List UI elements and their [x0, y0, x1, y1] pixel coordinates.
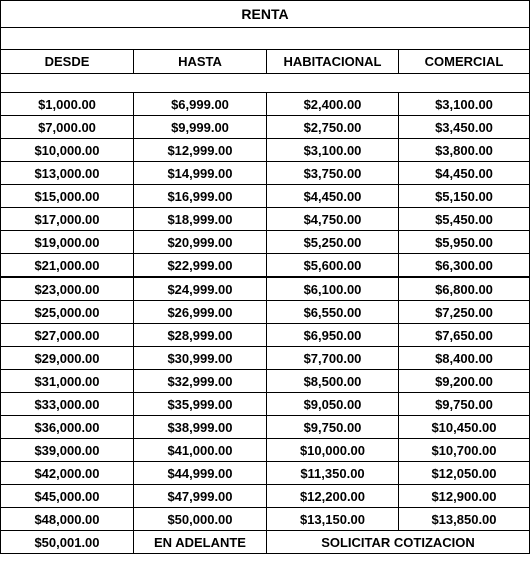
cell-hasta: $26,999.00	[134, 301, 267, 324]
cell-comercial: $6,800.00	[399, 277, 530, 301]
cell-hasta: $35,999.00	[134, 393, 267, 416]
cell-hasta: EN ADELANTE	[134, 531, 267, 554]
cell-hasta: $32,999.00	[134, 370, 267, 393]
table-row	[1, 231, 530, 254]
cell-hasta: $9,999.00	[134, 116, 267, 139]
cell-comercial: $3,800.00	[399, 139, 530, 162]
cell-hasta: $12,999.00	[134, 139, 267, 162]
cell-desde: $10,000.00	[1, 139, 134, 162]
table-row	[1, 162, 530, 185]
cell-habitacional: $6,100.00	[267, 277, 399, 301]
header-row	[1, 50, 530, 74]
table-row	[1, 508, 530, 531]
cell-desde: $15,000.00	[1, 185, 134, 208]
cell-desde: $42,000.00	[1, 462, 134, 485]
table-row	[1, 301, 530, 324]
table-row	[1, 185, 530, 208]
cell-desde: $1,000.00	[1, 93, 134, 116]
cell-habitacional: $3,100.00	[267, 139, 399, 162]
spacer-row	[1, 74, 530, 93]
table-row	[1, 370, 530, 393]
cell-habitacional: $7,700.00	[267, 347, 399, 370]
cell-hasta: $22,999.00	[134, 254, 267, 278]
last-row	[1, 531, 530, 554]
cell-comercial: $8,400.00	[399, 347, 530, 370]
table-row	[1, 393, 530, 416]
cell-habitacional: $13,150.00	[267, 508, 399, 531]
cell-desde: $19,000.00	[1, 231, 134, 254]
cell-comercial: $7,250.00	[399, 301, 530, 324]
cell-comercial: $9,750.00	[399, 393, 530, 416]
cell-hasta: $20,999.00	[134, 231, 267, 254]
table-row	[1, 254, 530, 278]
cell-comercial: $5,150.00	[399, 185, 530, 208]
cell-comercial: $7,650.00	[399, 324, 530, 347]
cell-hasta: $30,999.00	[134, 347, 267, 370]
cell-desde: $31,000.00	[1, 370, 134, 393]
cell-desde: $36,000.00	[1, 416, 134, 439]
spacer-row	[1, 28, 530, 50]
cell-comercial: $10,700.00	[399, 439, 530, 462]
column-header-desde: DESDE	[1, 50, 134, 74]
column-header-hasta: HASTA	[134, 50, 267, 74]
table-row	[1, 347, 530, 370]
cell-habitacional: $2,400.00	[267, 93, 399, 116]
cell-desde: $27,000.00	[1, 324, 134, 347]
cell-habitacional: $6,950.00	[267, 324, 399, 347]
cell-habitacional: $3,750.00	[267, 162, 399, 185]
cell-comercial: $4,450.00	[399, 162, 530, 185]
cell-hasta: $28,999.00	[134, 324, 267, 347]
cell-habitacional: $4,750.00	[267, 208, 399, 231]
cell-habitacional: $6,550.00	[267, 301, 399, 324]
cell-comercial: $12,050.00	[399, 462, 530, 485]
cell-desde: $29,000.00	[1, 347, 134, 370]
cell-desde: $39,000.00	[1, 439, 134, 462]
cell-habitacional: $2,750.00	[267, 116, 399, 139]
cell-desde: $48,000.00	[1, 508, 134, 531]
cell-comercial: $3,450.00	[399, 116, 530, 139]
table-row	[1, 462, 530, 485]
cell-desde: $13,000.00	[1, 162, 134, 185]
table-title: RENTA	[1, 1, 530, 28]
cell-desde: $23,000.00	[1, 277, 134, 301]
cell-hasta: $41,000.00	[134, 439, 267, 462]
cell-comercial: $9,200.00	[399, 370, 530, 393]
cell-hasta: $24,999.00	[134, 277, 267, 301]
cell-desde: $33,000.00	[1, 393, 134, 416]
cell-hasta: $16,999.00	[134, 185, 267, 208]
empty-cell	[1, 74, 530, 93]
cell-comercial: $13,850.00	[399, 508, 530, 531]
column-header-comercial: COMERCIAL	[399, 50, 530, 74]
empty-cell	[1, 28, 530, 50]
cell-habitacional: $8,500.00	[267, 370, 399, 393]
cell-comercial: $5,450.00	[399, 208, 530, 231]
table-row	[1, 139, 530, 162]
cell-habitacional: $4,450.00	[267, 185, 399, 208]
cell-habitacional: $9,750.00	[267, 416, 399, 439]
cell-comercial: $3,100.00	[399, 93, 530, 116]
cell-comercial: $5,950.00	[399, 231, 530, 254]
table-body	[1, 93, 530, 531]
cell-hasta: $44,999.00	[134, 462, 267, 485]
cell-hasta: $18,999.00	[134, 208, 267, 231]
cell-desde: $25,000.00	[1, 301, 134, 324]
table-row	[1, 324, 530, 347]
table-row	[1, 416, 530, 439]
table-row	[1, 439, 530, 462]
cell-habitacional: $10,000.00	[267, 439, 399, 462]
cell-hasta: $38,999.00	[134, 416, 267, 439]
column-header-habitacional: HABITACIONAL	[267, 50, 399, 74]
cell-comercial: $10,450.00	[399, 416, 530, 439]
cell-desde: $50,001.00	[1, 531, 134, 554]
cell-hasta: $14,999.00	[134, 162, 267, 185]
cell-desde: $7,000.00	[1, 116, 134, 139]
cell-habitacional: $11,350.00	[267, 462, 399, 485]
table-row	[1, 116, 530, 139]
title-row	[1, 1, 530, 28]
table-row	[1, 93, 530, 116]
cell-hasta: $6,999.00	[134, 93, 267, 116]
table-row	[1, 277, 530, 301]
quote-note: SOLICITAR COTIZACION	[267, 531, 530, 554]
cell-habitacional: $5,600.00	[267, 254, 399, 278]
table-row	[1, 208, 530, 231]
cell-hasta: $47,999.00	[134, 485, 267, 508]
table-row	[1, 485, 530, 508]
cell-habitacional: $9,050.00	[267, 393, 399, 416]
cell-comercial: $12,900.00	[399, 485, 530, 508]
cell-hasta: $50,000.00	[134, 508, 267, 531]
cell-desde: $17,000.00	[1, 208, 134, 231]
cell-comercial: $6,300.00	[399, 254, 530, 278]
cell-habitacional: $12,200.00	[267, 485, 399, 508]
cell-desde: $45,000.00	[1, 485, 134, 508]
cell-habitacional: $5,250.00	[267, 231, 399, 254]
cell-desde: $21,000.00	[1, 254, 134, 278]
